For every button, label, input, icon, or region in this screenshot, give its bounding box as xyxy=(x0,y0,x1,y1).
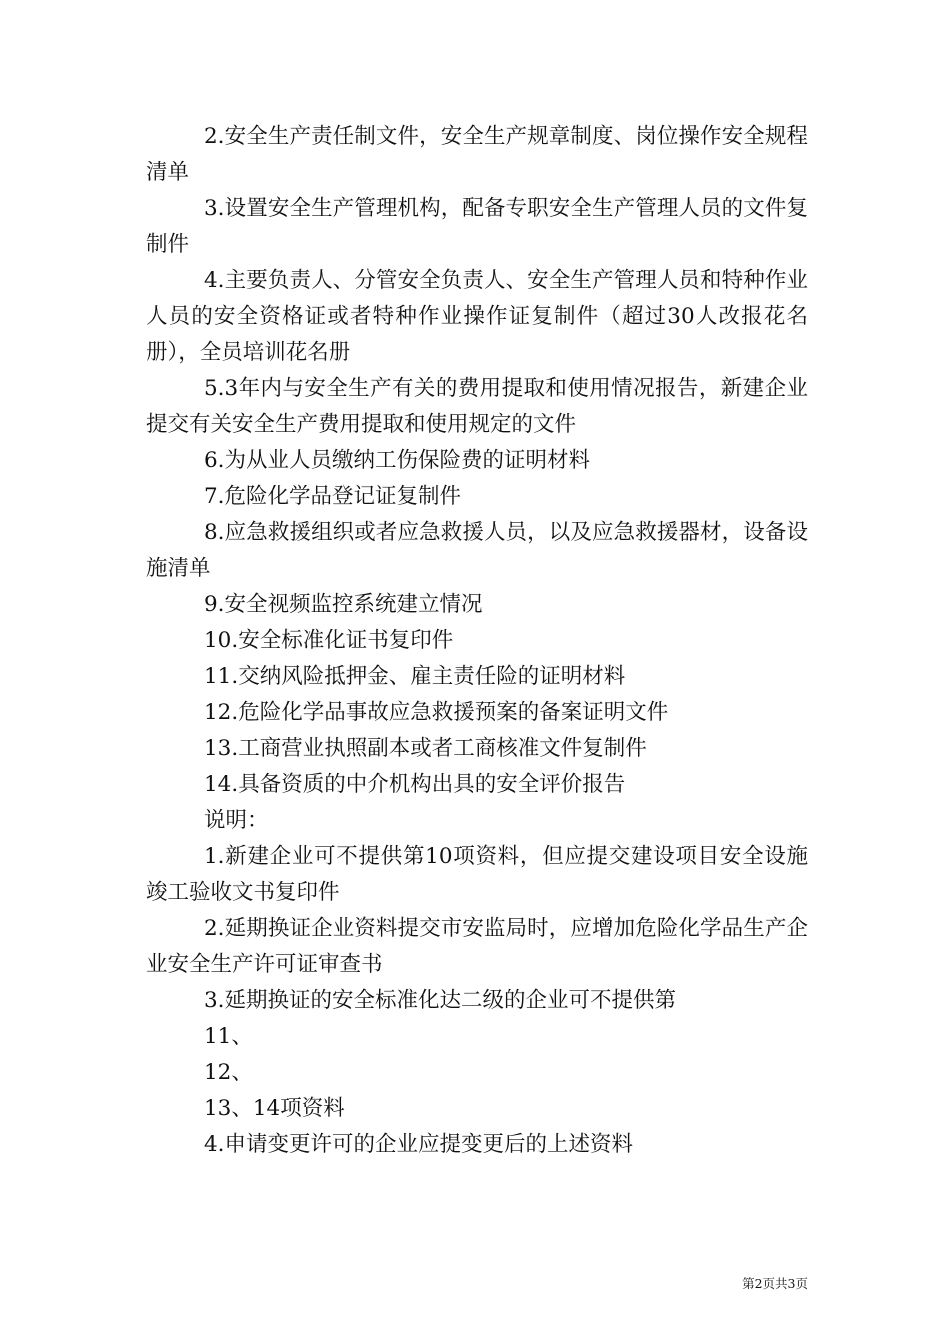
paragraph-item-5: 5.3年内与安全生产有关的费用提取和使用情况报告，新建企业提交有关安全生产费用提取和使用规定的文件 xyxy=(146,376,808,437)
paragraph-item-9: 9.安全视频监控系统建立情况 xyxy=(204,592,483,617)
notes-heading: 说明： xyxy=(204,808,269,833)
paragraph-item-4: 4.主要负责人、分管安全负责人、安全生产管理人员和特种作业人员的安全资格证或者特种作业操作证复制件（超过30人改报花名册），全员培训花名册 xyxy=(146,268,808,365)
paragraph-item-14: 14.具备资质的中介机构出具的安全评价报告 xyxy=(204,772,626,797)
paragraph-item-11: 11.交纳风险抵押金、雇主责任险的证明材料 xyxy=(204,664,626,689)
paragraph-item-8: 8.应急救援组织或者应急救援人员，以及应急救援器材，设备设施清单 xyxy=(146,520,808,581)
paragraph-item-7: 7.危险化学品登记证复制件 xyxy=(204,484,462,509)
note-item-3-part-11: 11、 xyxy=(204,1024,253,1049)
note-item-3-part-12: 12、 xyxy=(204,1060,253,1085)
note-item-4: 4.申请变更许可的企业应提变更后的上述资料 xyxy=(204,1132,634,1157)
paragraph-item-6: 6.为从业人员缴纳工伤保险费的证明材料 xyxy=(204,448,591,473)
paragraph-item-2: 2.安全生产责任制文件，安全生产规章制度、岗位操作安全规程清单 xyxy=(146,124,808,185)
paragraph-item-3: 3.设置安全生产管理机构，配备专职安全生产管理人员的文件复制件 xyxy=(146,196,808,257)
page-number: 第2页共3页 xyxy=(742,1276,808,1291)
note-item-3: 3.延期换证的安全标准化达二级的企业可不提供第 xyxy=(204,988,677,1013)
note-item-3-part-13-14: 13、14项资料 xyxy=(204,1096,345,1121)
paragraph-item-13: 13.工商营业执照副本或者工商核准文件复制件 xyxy=(204,736,647,761)
paragraph-item-10: 10.安全标准化证书复印件 xyxy=(204,628,454,653)
paragraph-item-12: 12.危险化学品事故应急救援预案的备案证明文件 xyxy=(204,700,669,725)
document-body xyxy=(146,119,808,1163)
note-item-1: 1.新建企业可不提供第10项资料，但应提交建设项目安全设施竣工验收文书复印件 xyxy=(146,844,808,905)
note-item-2: 2.延期换证企业资料提交市安监局时，应增加危险化学品生产企业安全生产许可证审查书 xyxy=(146,916,808,977)
